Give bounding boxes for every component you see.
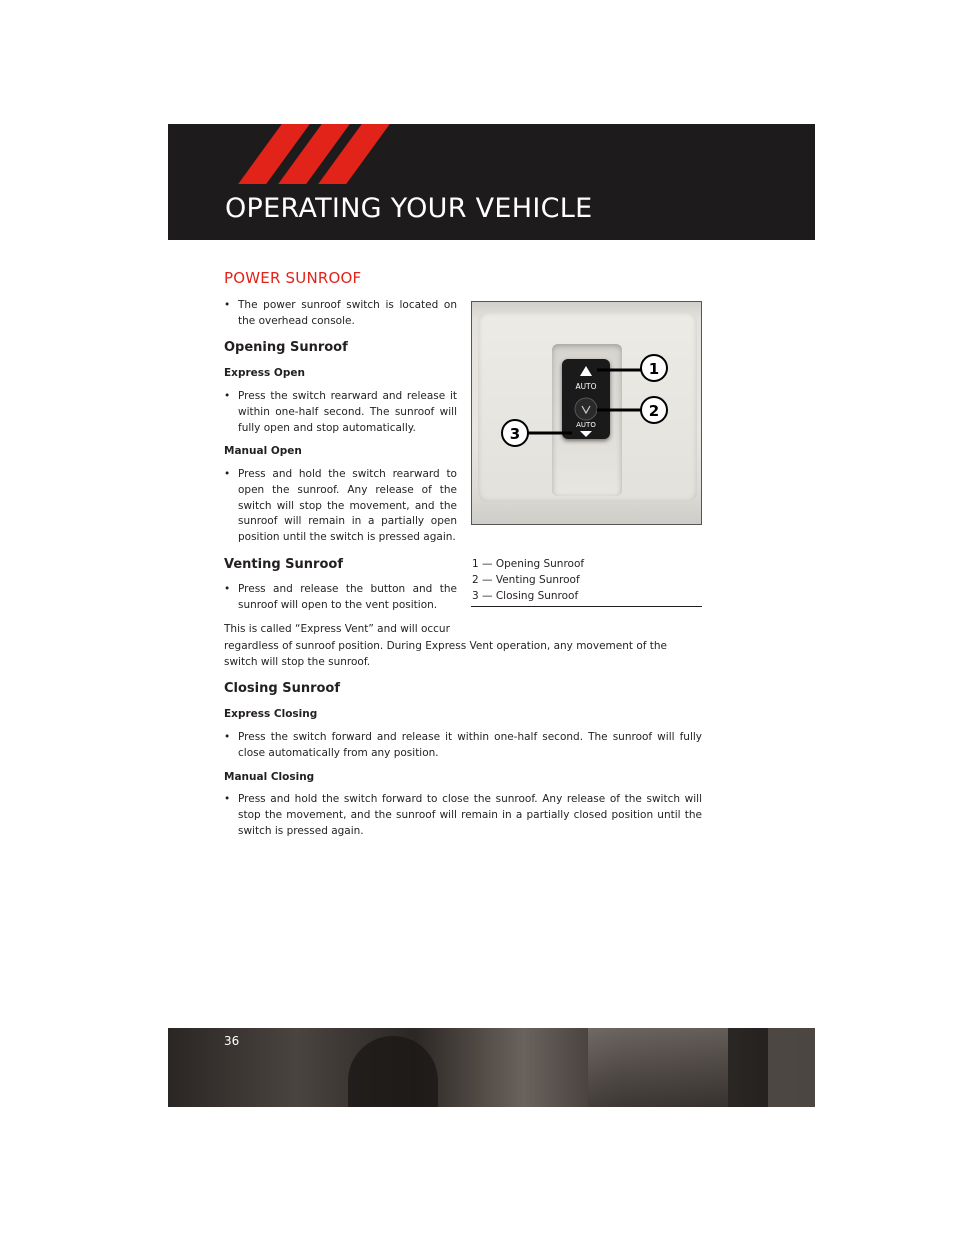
caption-1: 1 — Opening Sunroof: [472, 558, 585, 570]
express-vent-paragraph: [224, 621, 702, 671]
opening-sunroof-heading: Opening Sunroof: [224, 340, 348, 355]
footer-photo-figure: [348, 1036, 438, 1107]
manual-open-heading: Manual Open: [224, 445, 302, 457]
express-open-bullet: [224, 389, 457, 436]
auto-label-top: AUTO: [575, 382, 597, 391]
express-closing-heading: Express Closing: [224, 708, 318, 720]
express-closing-bullet: [224, 730, 702, 762]
venting-bullet-text: Press and release the button and the sunroof will open to the vent position.: [238, 583, 457, 611]
vent-button-icon: [575, 398, 597, 420]
caption-divider: [471, 606, 702, 607]
manual-closing-heading: Manual Closing: [224, 771, 315, 783]
intro-bullet: [224, 298, 457, 330]
manual-closing-bullet: [224, 792, 702, 839]
page-number: 36: [224, 1034, 240, 1048]
bullet-dot: •: [224, 299, 231, 311]
bullet-dot: •: [224, 390, 231, 402]
caption-3: 3 — Closing Sunroof: [472, 589, 579, 602]
down-arrow-icon: [580, 431, 592, 437]
callout-3-label: 3: [509, 425, 521, 443]
sunroof-switch-figure: [471, 301, 702, 525]
up-arrow-icon: [580, 366, 592, 376]
manual-open-text: Press and hold the switch rearward to open the sunroof. Any release of the switch will stop the movement, and the sunroof will remain in a partially open position until the switch is pressed again.: [238, 468, 457, 544]
bullet-dot: •: [224, 583, 231, 595]
express-vent-line-1: This is called “Express Vent” and will occur: [224, 623, 450, 635]
caption-2: 2 — Venting Sunroof: [472, 573, 580, 586]
auto-label-bottom: AUTO: [576, 421, 596, 429]
section-title: POWER SUNROOF: [224, 269, 362, 287]
venting-sunroof-heading: Venting Sunroof: [224, 557, 343, 572]
express-vent-line-rest: regardless of sunroof position. During Express Vent operation, any movement of the switch will stop the sunroof.: [224, 639, 668, 668]
figure-captions: [472, 557, 702, 604]
closing-sunroof-heading: Closing Sunroof: [224, 681, 341, 696]
chapter-title: OPERATING YOUR VEHICLE: [225, 193, 593, 224]
manual-open-bullet: [224, 467, 457, 546]
intro-bullet-text: The power sunroof switch is located on the overhead console.: [238, 299, 457, 327]
footer-photo-edge: [768, 1028, 815, 1107]
bullet-dot: •: [224, 468, 231, 480]
chapter-header: [168, 124, 815, 240]
footer-banner: [168, 1028, 815, 1107]
venting-bullet: [224, 582, 457, 614]
express-closing-text: Press the switch forward and release it within one-half second. The sunroof will fully close automatically from any position.: [238, 731, 702, 759]
express-open-heading: Express Open: [224, 367, 305, 379]
bullet-dot: •: [224, 731, 231, 743]
express-open-text: Press the switch rearward and release it within one-half second. The sunroof will fully open and stop automatically.: [238, 390, 457, 434]
callout-1-label: 1: [648, 360, 660, 378]
manual-closing-text: Press and hold the switch forward to close the sunroof. Any release of the switch will stop the movement, and the sunroof will remain in a partially closed position until the switch is pressed again.: [238, 793, 702, 837]
figure-overlay: [472, 302, 702, 525]
bullet-dot: •: [224, 793, 231, 805]
footer-photo-highlight: [588, 1028, 728, 1107]
callout-2-label: 2: [648, 402, 660, 420]
